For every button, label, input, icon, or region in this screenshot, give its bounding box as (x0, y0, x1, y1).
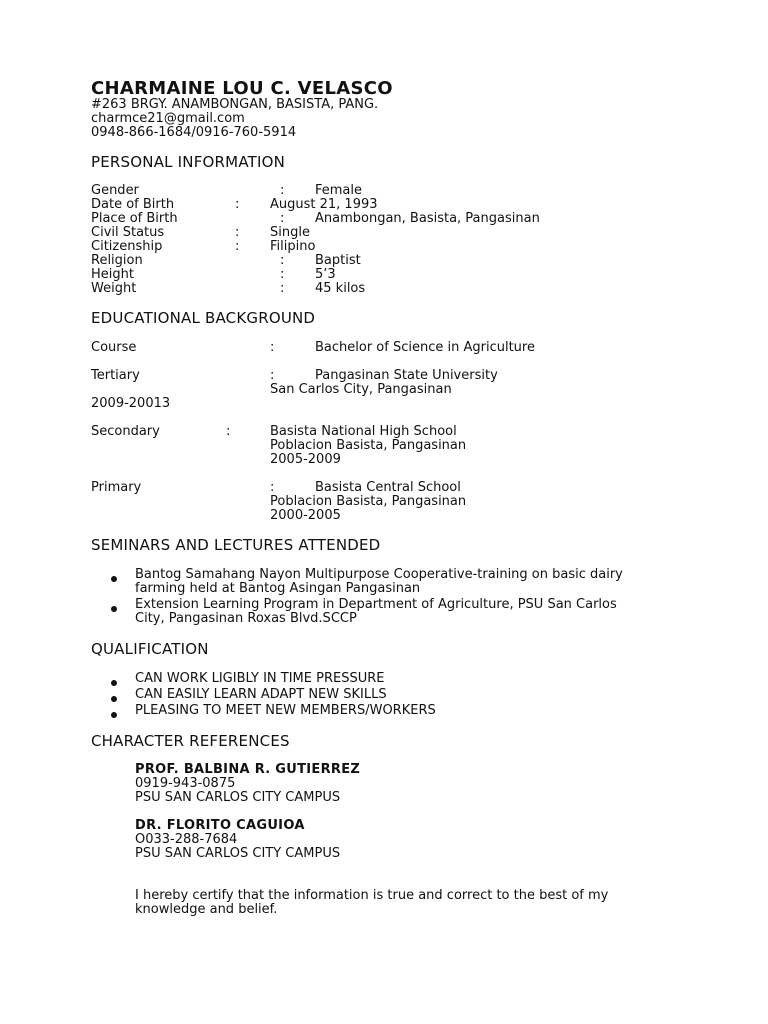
civil-status-colon: : (235, 225, 240, 240)
primary-label: Primary (91, 480, 142, 495)
pob-label: Place of Birth (91, 211, 178, 226)
height-value: 5’3 (315, 267, 336, 282)
pob-colon: : (280, 211, 285, 226)
secondary-label: Secondary (91, 424, 160, 439)
course-value: Bachelor of Science in Agriculture (315, 340, 535, 355)
primary-colon: : (270, 480, 275, 495)
secondary-colon: : (226, 424, 231, 439)
civil-status-label: Civil Status (91, 225, 165, 240)
gender-value: Female (315, 183, 363, 198)
height-label: Height (91, 267, 134, 282)
primary-school: Basista Central School (315, 480, 461, 495)
reference-name: PROF. BALBINA R. GUTIERREZ (135, 762, 361, 777)
gender-label: Gender (91, 183, 139, 198)
seminar-item-line: Extension Learning Program in Department of Agriculture, PSU San Carlos (135, 597, 617, 612)
gender-colon: : (280, 183, 285, 198)
bullet-icon (111, 676, 117, 690)
weight-colon: : (280, 281, 285, 296)
religion-value: Baptist (315, 253, 361, 268)
phone: 0948-866-1684/0916-760-5914 (91, 125, 297, 140)
certification-line: I hereby certify that the information is true and correct to the best of my (135, 888, 609, 903)
tertiary-colon: : (270, 368, 275, 383)
pob-value: Anambongan, Basista, Pangasinan (315, 211, 540, 226)
tertiary-school: Pangasinan State University (315, 368, 498, 383)
weight-label: Weight (91, 281, 137, 296)
applicant-name: CHARMAINE LOU C. VELASCO (91, 78, 393, 99)
secondary-school: Basista National High School (270, 424, 457, 439)
qualification-item: PLEASING TO MEET NEW MEMBERS/WORKERS (135, 703, 436, 718)
address: #263 BRGY. ANAMBONGAN, BASISTA, PANG. (91, 97, 379, 112)
certification-line: knowledge and belief. (135, 902, 278, 917)
reference-place: PSU SAN CARLOS CITY CAMPUS (135, 790, 341, 805)
height-colon: : (280, 267, 285, 282)
education-heading: EDUCATIONAL BACKGROUND (91, 309, 316, 327)
civil-status-value: Single (270, 225, 310, 240)
secondary-address: Poblacion Basista, Pangasinan (270, 438, 467, 453)
religion-colon: : (280, 253, 285, 268)
reference-phone: 0919-943-0875 (135, 776, 236, 791)
tertiary-address: San Carlos City, Pangasinan (270, 382, 452, 397)
secondary-years: 2005-2009 (270, 452, 341, 467)
personal-info-heading: PERSONAL INFORMATION (91, 153, 286, 171)
bullet-icon (111, 602, 117, 616)
dob-colon: : (235, 197, 240, 212)
seminars-heading: SEMINARS AND LECTURES ATTENDED (91, 536, 381, 554)
primary-address: Poblacion Basista, Pangasinan (270, 494, 467, 509)
course-colon: : (270, 340, 275, 355)
qualification-item: CAN WORK LIGIBLY IN TIME PRESSURE (135, 671, 385, 686)
bullet-icon (111, 708, 117, 722)
citizenship-label: Citizenship (91, 239, 163, 254)
dob-value: August 21, 1993 (270, 197, 378, 212)
bullet-icon (111, 572, 117, 586)
seminar-item-line: farming held at Bantog Asingan Pangasinan (135, 581, 421, 596)
reference-name: DR. FLORITO CAGUIOA (135, 818, 305, 833)
reference-place: PSU SAN CARLOS CITY CAMPUS (135, 846, 341, 861)
weight-value: 45 kilos (315, 281, 366, 296)
religion-label: Religion (91, 253, 143, 268)
citizenship-value: Filipino (270, 239, 316, 254)
tertiary-years: 2009-20013 (91, 396, 171, 411)
seminar-item-line: City, Pangasinan Roxas Blvd.SCCP (135, 611, 357, 626)
dob-label: Date of Birth (91, 197, 175, 212)
tertiary-label: Tertiary (91, 368, 140, 383)
email: charmce21@gmail.com (91, 111, 245, 126)
citizenship-colon: : (235, 239, 240, 254)
seminar-item-line: Bantog Samahang Nayon Multipurpose Cooperative-training on basic dairy (135, 567, 623, 582)
qualification-item: CAN EASILY LEARN ADAPT NEW SKILLS (135, 687, 387, 702)
bullet-icon (111, 692, 117, 706)
course-label: Course (91, 340, 137, 355)
primary-years: 2000-2005 (270, 508, 341, 523)
references-heading: CHARACTER REFERENCES (91, 732, 290, 750)
reference-phone: O033-288-7684 (135, 832, 238, 847)
qualification-heading: QUALIFICATION (91, 640, 209, 658)
